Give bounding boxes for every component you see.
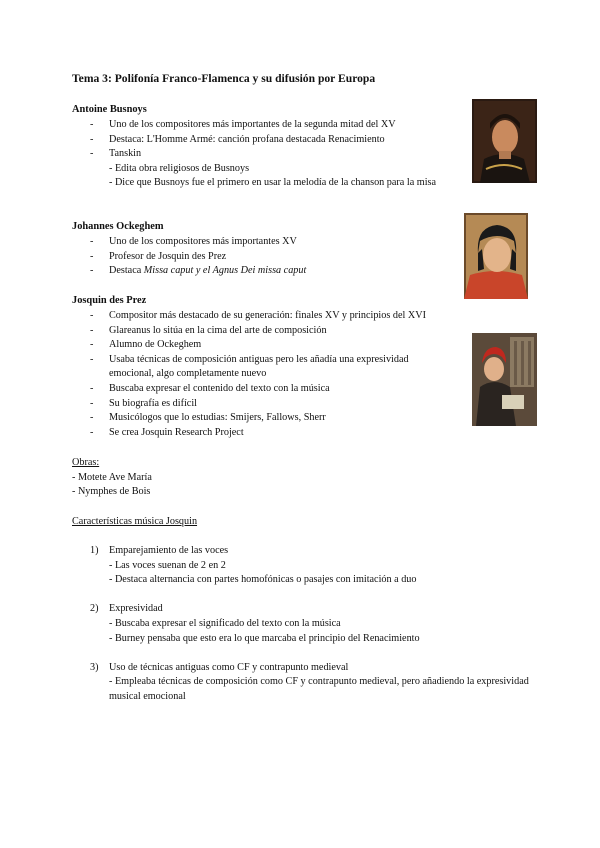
sub-item: - Empleaba técnicas de composición como CF y contrapunto medieval, pero añadiendo la expresividad musical emocional bbox=[109, 676, 529, 702]
list-item: - Su biografía es difícil bbox=[72, 397, 472, 412]
list-item: - Alumno de Ockeghem bbox=[72, 338, 472, 353]
list-item: - Usaba técnicas de composición antiguas pero les añadía una expresividad emocional, algo completamente nuevo bbox=[72, 353, 439, 382]
numbered-item bbox=[72, 602, 532, 646]
section-heading: Josquin des Prez bbox=[72, 295, 147, 306]
item-label: Expresividad bbox=[109, 603, 163, 615]
list-item: - Uno de los compositores más importantes de la segunda mitad del XV bbox=[72, 118, 472, 133]
list-item: - Nymphes de Bois bbox=[72, 486, 151, 498]
list-item: - Glareanus lo sitúa en la cima del arte de composición bbox=[72, 324, 472, 339]
document-title: Tema 3: Polifonía Franco-Flamenca y su difusión por Europa bbox=[72, 72, 376, 85]
portrait-ockeghem-image bbox=[464, 213, 528, 299]
section-busnoys bbox=[72, 104, 472, 191]
list-item: - Uno de los compositores más importantes XV bbox=[72, 235, 472, 250]
numbered-list bbox=[72, 544, 532, 705]
portrait-busnoys-image bbox=[472, 99, 537, 183]
list-item: - Destaca: L'Homme Armé: canción profana destacada Renacimiento bbox=[72, 133, 472, 148]
section-heading: Características música Josquin bbox=[72, 516, 198, 527]
item-italic-text: Missa caput y el Agnus Dei missa caput bbox=[143, 265, 307, 277]
list-item: - Tanskin bbox=[72, 147, 472, 162]
list-item: - Motete Ave María bbox=[72, 471, 152, 483]
list-item: - Se crea Josquin Research Project bbox=[72, 426, 472, 441]
section-heading: Johannes Ockeghem bbox=[72, 221, 164, 232]
section-caracteristicas-heading bbox=[72, 515, 197, 530]
section-heading: Antoine Busnoys bbox=[72, 104, 147, 115]
bullet-list bbox=[72, 235, 472, 279]
list-item: - Buscaba expresar el contenido del texto con la música bbox=[72, 382, 472, 397]
item-number: 3) bbox=[90, 661, 99, 673]
item-text: Destaca bbox=[109, 265, 144, 277]
sub-item: - Edita obra religiosos de Busnoys bbox=[109, 162, 250, 174]
bullet-list bbox=[72, 118, 472, 162]
sub-item: - Burney pensaba que esto era lo que marcaba el principio del Renacimiento bbox=[109, 632, 420, 644]
item-label: Uso de técnicas antiguas como CF y contrapunto medieval bbox=[109, 661, 349, 673]
item-number: 2) bbox=[90, 603, 99, 615]
item-number: 1) bbox=[90, 545, 99, 556]
sub-item: - Las voces suenan de 2 en 2 bbox=[109, 559, 226, 571]
section-obras bbox=[72, 456, 152, 500]
list-item: - Musicólogos que lo estudias: Smijers, Fallows, Sherr bbox=[72, 411, 472, 426]
sub-item: - Destaca alternancia con partes homofónicas o pasajes con imitación a duo bbox=[109, 574, 417, 586]
sub-item: - Buscaba expresar el significado del texto con la música bbox=[109, 617, 341, 629]
section-josquin bbox=[72, 295, 472, 440]
portrait-josquin-image bbox=[472, 333, 537, 426]
item-label: Emparejamiento de las voces bbox=[109, 545, 229, 556]
bullet-list bbox=[72, 309, 472, 440]
section-ockeghem bbox=[72, 221, 472, 279]
sub-item: - Dice que Busnoys fue el primero en usar la melodía de la chanson para la misa bbox=[109, 177, 437, 189]
list-item bbox=[72, 264, 472, 279]
section-caracteristicas bbox=[72, 544, 532, 719]
list-item: - Profesor de Josquin des Prez bbox=[72, 250, 472, 265]
numbered-item bbox=[72, 661, 532, 705]
numbered-item bbox=[72, 544, 532, 588]
section-heading: Obras: bbox=[72, 457, 100, 468]
list-item: - Compositor más destacado de su generación: finales XV y principios del XVI bbox=[72, 309, 472, 324]
